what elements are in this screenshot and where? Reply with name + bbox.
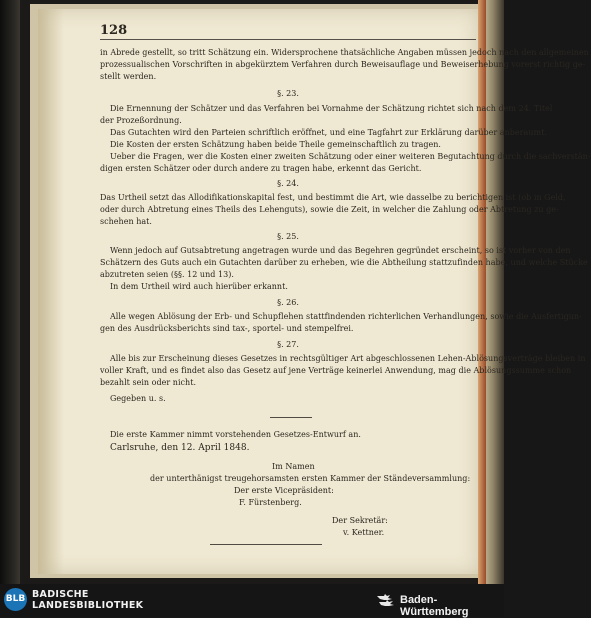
signature-line: Der erste Vicepräsident: bbox=[234, 486, 334, 495]
signature-name: v. Kettner. bbox=[343, 528, 385, 537]
library-name-line2: LANDESBIBLIOTHEK bbox=[32, 600, 144, 611]
place-date: Carlsruhe, den 12. April 1848. bbox=[110, 443, 250, 453]
text-line: In dem Urtheil wird auch hierüber erkannt. bbox=[110, 282, 288, 291]
text-line: Ueber die Fragen, wer die Kosten einer zweiten Schätzung oder einer weiteren Begutachtung durch die sachverstän- bbox=[110, 152, 591, 161]
separator-rule bbox=[270, 417, 312, 418]
section-heading: §. 24. bbox=[277, 179, 299, 188]
text-line: Alle wegen Ablösung der Erb- und Schupflehen stattfindenden richterlichen Verhandlungen, sowie die Ausfertigun- bbox=[110, 312, 582, 321]
text-line: Die Ernennung der Schätzer und das Verfahren bei Vornahme der Schätzung richtet sich nach dem 24. Titel bbox=[110, 104, 553, 113]
text-line: oder durch Abtretung eines Theils des Lehenguts), sowie die Zeit, in welcher die Zahlung oder Abtretung zu ge- bbox=[100, 205, 559, 214]
text-line: in Abrede gestellt, so tritt Schätzung ein. Widersprochene thatsächliche Angaben müssen jedoch nach den allgemeinen bbox=[100, 48, 589, 57]
closing-formula: Gegeben u. s. bbox=[110, 394, 166, 403]
page-gutter-shadow bbox=[38, 9, 64, 574]
text-line: gen des Ausdrücksberichts sind tax-, sportel- und stempelfrei. bbox=[100, 324, 354, 333]
text-line: digen ersten Schätzer oder durch andere zu tragen habe, erkennt das Gericht. bbox=[100, 164, 422, 173]
text-line: Die Kosten der ersten Schätzung haben beide Theile gemeinschaftlich zu tragen. bbox=[110, 140, 441, 149]
left-binding bbox=[0, 0, 20, 584]
section-heading: §. 27. bbox=[277, 340, 299, 349]
closing-rule bbox=[210, 544, 322, 545]
text-line: voller Kraft, und es findet also das Gesetz auf jene Verträge keinerlei Anwendung, mag die Ablösungssumme schon bbox=[100, 366, 572, 375]
text-line: Das Gutachten wird den Parteien schriftlich eröffnet, und eine Tagfahrt zur Erklärung darüber anberaumt. bbox=[110, 128, 547, 137]
text-line: Das Urtheil setzt das Allodifikationskapital fest, und bestimmt die Art, wie dasselbe zu berichtigen ist (ob in Geld, bbox=[100, 193, 566, 202]
text-line: bezahlt sein oder nicht. bbox=[100, 378, 197, 387]
book-page bbox=[38, 9, 591, 574]
section-heading: §. 23. bbox=[277, 89, 299, 98]
text-line: Schätzern des Guts auch ein Gutachten darüber zu erheben, wie die Abtheilung stattzufinden habe, und welche Stücke bbox=[100, 258, 588, 267]
resolution-text: Die erste Kammer nimmt vorstehenden Gesetzes-Entwurf an. bbox=[110, 430, 361, 439]
text-line: abzutreten seien (§§. 12 und 13). bbox=[100, 270, 234, 279]
text-line: Alle bis zur Erscheinung dieses Gesetzes in rechtsgültiger Art abgeschlossenen Lehen-Ablösungsverträge bleiben in bbox=[110, 354, 586, 363]
page-number: 128 bbox=[100, 23, 128, 38]
footer-bar bbox=[0, 584, 504, 617]
text-line: Wenn jedoch auf Gutsabtretung angetragen wurde und das Begehren gegründet erscheint, so ist vorher von den bbox=[110, 246, 571, 255]
signature-name: F. Fürstenberg. bbox=[239, 498, 302, 507]
header-rule bbox=[100, 39, 476, 40]
section-heading: §. 25. bbox=[277, 232, 299, 241]
signature-line: der unterthänigst treugehorsamsten ersten Kammer der Ständeversammlung: bbox=[150, 474, 471, 483]
library-name[interactable] bbox=[32, 589, 143, 611]
text-line: prozessualischen Vorschriften in abgekürztem Verfahren durch Beweisauflage und Beweiserhebung vorerst richtig ge- bbox=[100, 60, 586, 69]
right-binding bbox=[486, 0, 504, 584]
blb-logo[interactable]: BLB bbox=[4, 588, 27, 611]
signature-heading: Im Namen bbox=[272, 462, 315, 471]
library-name-line1: BADISCHE bbox=[32, 589, 89, 600]
bookmark-ribbon bbox=[478, 0, 486, 584]
text-line: schehen hat. bbox=[100, 217, 152, 226]
state-name[interactable]: Baden-Württemberg bbox=[400, 594, 469, 618]
text-line: der Prozeßordnung. bbox=[100, 116, 182, 125]
signature-line: Der Sekretär: bbox=[332, 516, 388, 525]
text-line: stellt werden. bbox=[100, 72, 157, 81]
section-heading: §. 26. bbox=[277, 298, 299, 307]
lions-coat-of-arms-icon bbox=[376, 592, 396, 608]
